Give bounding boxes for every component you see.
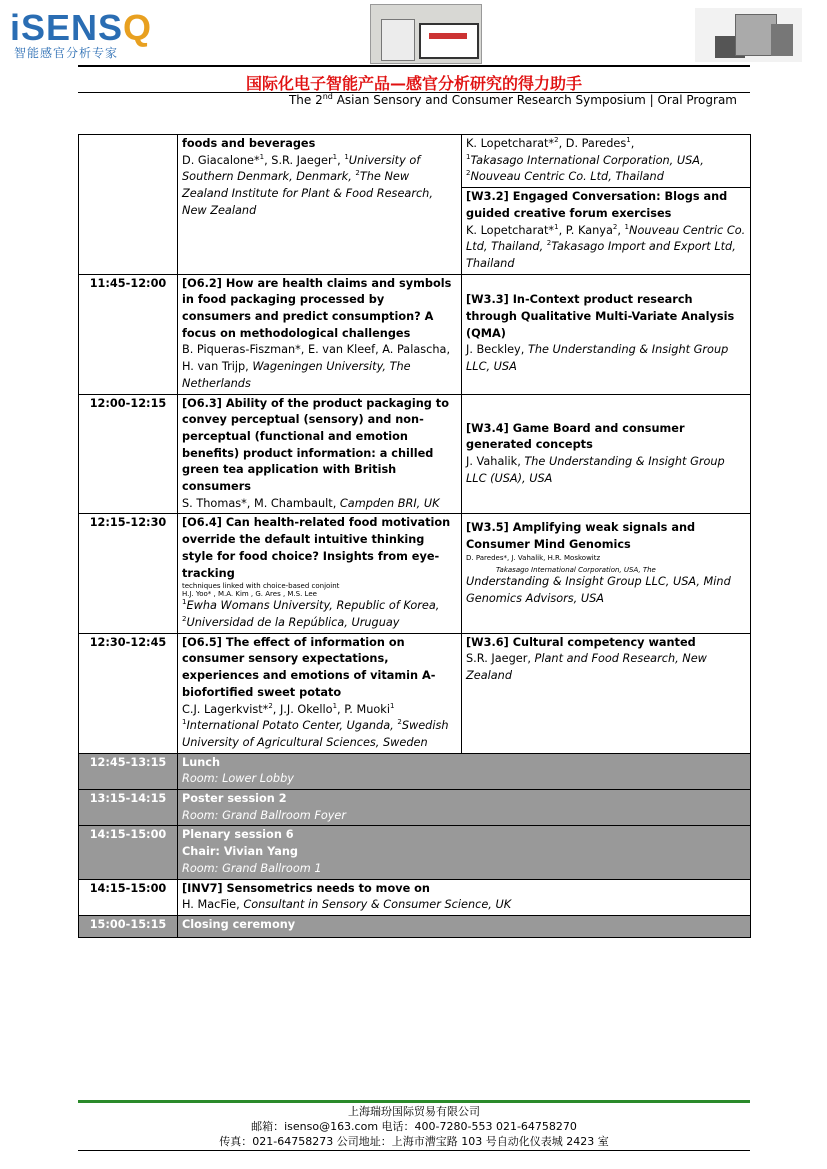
workshop-cell: [W3.2] Engaged Conversation: Blogs and guided creative forum exercises K. Lopetcharat*$^1$, P. Kanya$^2$, $^1$Nouveau Centric Co. Ltd, Thailand, $^2$Takasago Import and Export Ltd, Thailand xyxy=(462,188,751,275)
table-row xyxy=(79,633,751,753)
workshop-cell: [W3.4] Game Board and consumer generated concepts J. Vahalik, The Understanding & Insight Group LLC (USA), USA xyxy=(462,394,751,514)
logo-tagline: 智能感官分析专家 xyxy=(14,46,119,60)
footer-rule xyxy=(78,1100,750,1103)
symposium-subtitle: The 2nd Asian Sensory and Consumer Research Symposium | Oral Program xyxy=(288,92,737,107)
workshop-cell: [W3.5] Amplifying weak signals and Consumer Mind Genomics D. Paredes*, J. Vahalik, H.R. Moskowitz Takasago International Corporation, USA, The Understanding & Insight Group LLC, USA, Mind Genomics Advisors, USA xyxy=(462,514,751,633)
session-cell: Plenary session 6 Chair: Vivian Yang Room: Grand Ballroom 1 xyxy=(178,826,751,879)
time-cell: 12:30-12:45 xyxy=(79,633,178,753)
workshop-cell: [W3.6] Cultural competency wanted S.R. Jaeger, Plant and Food Research, New Zealand xyxy=(462,633,751,753)
program-table xyxy=(78,134,751,938)
time-cell: 15:00-15:15 xyxy=(79,915,178,937)
time-cell: 12:45-13:15 xyxy=(79,753,178,789)
table-row xyxy=(79,879,751,915)
time-cell: 12:15-12:30 xyxy=(79,514,178,633)
workshop-cell: [W3.3] In-Context product research through Qualitative Multi-Variate Analysis (QMA) J. Beckley, The Understanding & Insight Group LLC, USA xyxy=(462,274,751,394)
session-cell: Poster session 2 Room: Grand Ballroom Foyer xyxy=(178,790,751,826)
time-cell: 12:00-12:15 xyxy=(79,394,178,514)
table-row xyxy=(79,135,751,188)
footer-contact: 邮箱：isenso@163.com 电话：400-7280-553 021-64758270 xyxy=(251,1120,577,1133)
time-cell: 13:15-14:15 xyxy=(79,790,178,826)
talk-cell: [O6.5] The effect of information on consumer sensory expectations, experiences and emotions of vitamin A-biofortified sweet potato C.J. Lagerkvist*$^2$, J.J. Okello$^1$, P. Muoki$^1$ $^1$International Potato Center, Uganda, $^2$Swedish University of Agricultural Sciences, Sweden xyxy=(178,633,462,753)
talk-cell: [O6.3] Ability of the product packaging to convey perceptual (sensory) and non-perceptual (functional and emotion benefits) product information: a chilled green tea application with British consumers S. Thomas*, M. Chambault, Campden BRI, UK xyxy=(178,394,462,514)
page-title: 国际化电子智能产品—感官分析研究的得力助手 xyxy=(245,74,582,93)
footer-bottom-rule xyxy=(78,1150,750,1151)
table-row xyxy=(79,915,751,937)
header-rule xyxy=(78,65,750,67)
device-render-photo xyxy=(695,8,802,62)
table-row xyxy=(79,274,751,394)
footer xyxy=(78,1104,750,1149)
footer-address: 传真：021-64758273 公司地址：上海市漕宝路 103 号自动化仪表城 2423 室 xyxy=(219,1135,609,1148)
session-cell: [INV7] Sensometrics needs to move on H. MacFie, Consultant in Sensory & Consumer Science, UK xyxy=(178,879,751,915)
table-row xyxy=(79,826,751,879)
session-cell: Lunch Room: Lower Lobby xyxy=(178,753,751,789)
time-cell: 14:15-15:00 xyxy=(79,826,178,879)
time-cell: 14:15-15:00 xyxy=(79,879,178,915)
talk-cell: [O6.2] How are health claims and symbols in food packaging processed by consumers and predict consumption? A focus on methodological challenges B. Piqueras-Fiszman*, E. van Kleef, A. Palascha, H. van Trijp, Wageningen University, The Netherlands xyxy=(178,274,462,394)
workshop-cell: K. Lopetcharat*$^2$, D. Paredes$^1$, $^1$Takasago International Corporation, USA, $^2$Nouveau Centric Co. Ltd, Thailand xyxy=(462,135,751,188)
table-row xyxy=(79,753,751,789)
logo-wordmark: iSENSQ xyxy=(10,7,153,48)
session-cell: Closing ceremony xyxy=(178,915,751,937)
time-cell: 11:45-12:00 xyxy=(79,274,178,394)
talk-cell: [O6.4] Can health-related food motivation override the default intuitive thinking style for food choice? Insights from eye-tracking techniques linked with choice-based conjoint H.J. Yoo* , M.A. Kim , G. Ares , M.S. Lee $^1$Ewha Womans University, Republic of Korea, $^2$Universidad de la República, Uruguay xyxy=(178,514,462,633)
table-row xyxy=(79,394,751,514)
talk-cell: foods and beverages D. Giacalone*$^1$, S.R. Jaeger$^1$, $^1$University of Southern Denmark, Denmark, $^2$The New Zealand Institute for Plant & Food Research, New Zealand xyxy=(178,135,462,275)
isenso-logo xyxy=(10,8,175,60)
time-cell xyxy=(79,135,178,275)
table-row xyxy=(79,514,751,633)
instrument-photo xyxy=(370,4,482,64)
table-row xyxy=(79,790,751,826)
footer-company: 上海瑞玢国际贸易有限公司 xyxy=(348,1105,480,1118)
